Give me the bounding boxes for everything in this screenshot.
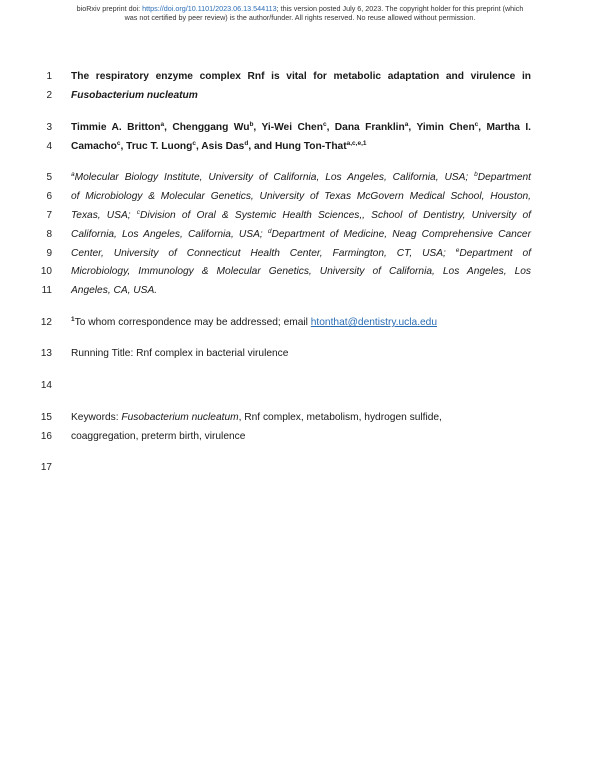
line-number: 15 (40, 412, 52, 423)
line-number: 9 (46, 248, 52, 259)
line-number: 7 (46, 210, 52, 221)
author: Camacho (71, 141, 117, 152)
author-list-line-2: Camacho$^c$, Truc T. Luong$^c$, Asis Das$^d$, and Hung Ton-That$^{a,c,e,1}$ (71, 140, 367, 152)
line-number: 3 (46, 122, 52, 133)
line-number: 11 (41, 285, 52, 296)
author: Truc T. Luong (126, 141, 193, 152)
author: Chenggang Wu (172, 122, 250, 133)
affiliation-line: California, Los Angeles, California, USA; $^d$Department of Medicine, Neag Comprehensive Cancer (71, 228, 531, 240)
line-number: 13 (40, 348, 52, 359)
author: Yimin Chen (416, 122, 475, 133)
line-number: 4 (46, 141, 52, 152)
header-line-1: bioRxiv preprint doi: https://doi.org/10.1101/2023.06.13.544113; this version posted July 6, 2023. The copyright holder for this preprint (which (76, 4, 524, 13)
affiliation-line: Angeles, CA, USA. (71, 285, 158, 296)
doi-link[interactable]: https://doi.org/10.1101/2023.06.13.544113 (142, 4, 277, 13)
affiliation-line: Texas, USA; $^c$Division of Oral & Systemic Health Sciences,, School of Dentistry, University of (71, 209, 531, 221)
paper-title-line-1: The respiratory enzyme complex Rnf is vital for metabolic adaptation and virulence in (71, 71, 531, 82)
author: Hung Ton-That (274, 141, 347, 152)
line-number: 14 (40, 380, 52, 391)
line-number: 8 (46, 229, 52, 240)
keywords-line-1: Keywords: Fusobacterium nucleatum, Rnf complex, metabolism, hydrogen sulfide, (71, 412, 442, 423)
line-number: 16 (40, 431, 52, 442)
author: Timmie A. Britton (71, 122, 161, 133)
keywords-line-2: coaggregation, preterm birth, virulence (71, 431, 246, 442)
email-link[interactable]: htonthat@dentistry.ucla.edu (310, 317, 438, 328)
author: Martha I. (486, 122, 531, 133)
paper-title-line-2: Fusobacterium nucleatum (71, 90, 198, 101)
author: Yi-Wei Chen (261, 122, 323, 133)
affiliation-line: of Microbiology & Molecular Genetics, University of Texas McGovern Medical School, Houston, (71, 191, 531, 202)
line-number: 12 (40, 317, 52, 328)
line-number: 5 (46, 172, 52, 183)
line-number: 6 (46, 191, 52, 202)
affiliation-line: Center, University of Connecticut Health Center, Farmington, CT, USA; $^e$Department of (71, 247, 531, 259)
line-number: 17 (40, 462, 52, 473)
line-number: 1 (46, 71, 52, 82)
correspondence-line: $^1$To whom correspondence may be addressed; email htonthat@dentistry.ucla.edu (71, 316, 438, 328)
author: Dana Franklin (334, 122, 405, 133)
preprint-header (40, 5, 560, 22)
line-number: 10 (40, 266, 52, 277)
affiliation-line: $^a$Molecular Biology Institute, University of California, Los Angeles, California, USA; $^b$Department (71, 171, 531, 183)
author-list-line-1: Timmie A. Britton$^a$, Chenggang Wu$^b$, Yi-Wei Chen$^c$, Dana Franklin$^a$, Yimin Chen$^c$, Martha I. (71, 121, 531, 133)
line-number: 2 (46, 90, 52, 101)
author: Asis Das (201, 141, 245, 152)
affiliation-line: Microbiology, Immunology & Molecular Genetics, University of California, Los Angeles, Los (71, 266, 531, 277)
running-title: Running Title: Rnf complex in bacterial virulence (71, 348, 289, 359)
header-line-2: was not certified by peer review) is the author/funder. All rights reserved. No reuse allowed without permission. (124, 12, 476, 22)
